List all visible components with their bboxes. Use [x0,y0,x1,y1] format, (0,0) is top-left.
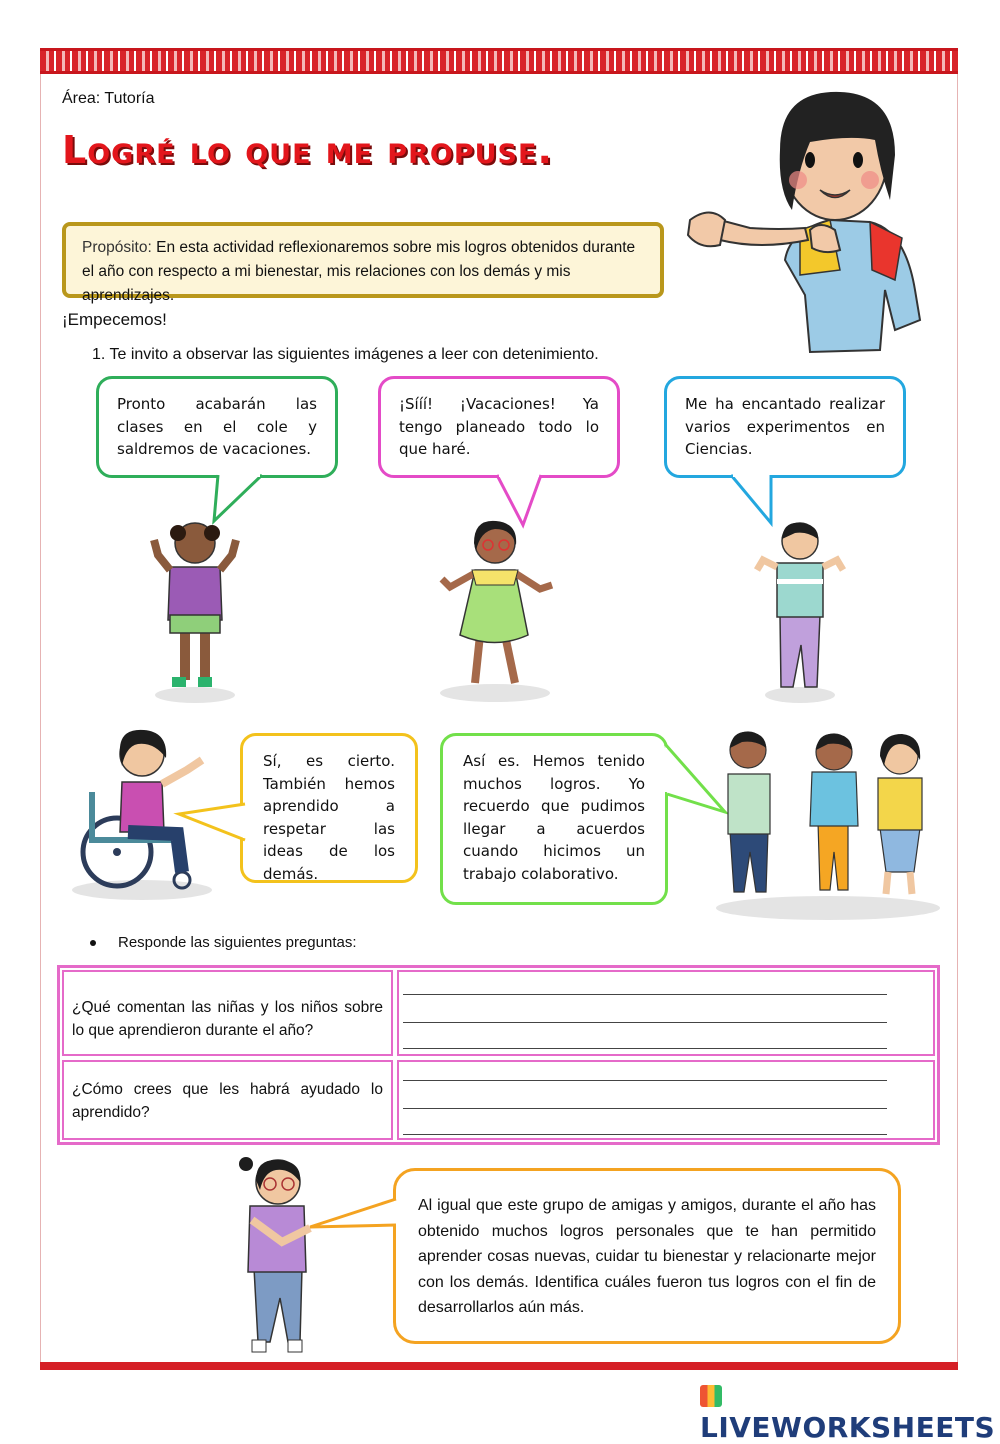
question-cell-2 [62,1060,393,1140]
speech-bubble-3-text: Me ha encantado realizar varios experimentos en Ciencias. [685,395,885,458]
speech-bubble-5-text: Así es. Hemos tenido muchos logros. Yo recuerdo que pudimos llegar a acuerdos cuando hicimos un trabajo colaborativo. [463,752,645,883]
purpose-box [62,222,664,304]
liveworksheets-icon [700,1385,722,1407]
answer-cell-2[interactable] [397,1060,935,1140]
speech-bubble-1-text: Pronto acabarán las clases en el cole y saldremos de vacaciones. [117,395,317,458]
question-1-text: ¿Qué comentan las niñas y los niños sobre lo que aprendieron durante el año? [72,999,383,1039]
answer-line[interactable] [403,1108,887,1109]
question-2-text: ¿Cómo crees que les habrá ayudado lo aprendido? [72,1081,383,1121]
speech-bubble-1 [96,376,338,478]
girl-illustration [680,80,930,360]
speech-bubble-2 [378,376,620,478]
speech-bubble-3 [664,376,906,478]
instruction-step-1: 1. Te invito a observar las siguientes imágenes a leer con detenimiento. [92,346,599,363]
bullet-icon [90,940,96,946]
watermark-text: LIVEWORKSHEETS [700,1411,996,1444]
decorative-bottom-border [40,1362,958,1370]
page-title: Logré lo que me propuse. [62,128,553,172]
child-illustration-2 [420,515,570,705]
answer-cell-1[interactable] [397,970,935,1056]
questions-instruction-text: Responde las siguientes preguntas: [118,934,357,951]
subject-area: Área: Tutoría [62,90,155,107]
speech-bubble-4-text: Sí, es cierto. También hemos aprendido a respetar las ideas de los demás. [263,752,395,883]
purpose-text: En esta actividad reflexionaremos sobre mis logros obtenidos durante el año con respecto a mi bienestar, mis relaciones con los demás y mis aprendizajes. [82,239,636,304]
group-children-illustration [708,722,948,922]
answer-line[interactable] [403,1134,887,1135]
closing-message-box [393,1168,901,1344]
questions-instruction [90,934,357,951]
speech-bubble-2-text: ¡Sííí! ¡Vacaciones! Ya tengo planeado todo lo que haré. [399,395,599,458]
answer-line[interactable] [403,1048,887,1049]
questions-table [57,965,940,1145]
start-heading: ¡Empecemos! [62,310,167,329]
answer-line[interactable] [403,994,887,995]
decorative-top-border [40,48,958,74]
speech-bubble-5 [440,733,668,905]
speech-bubble-4 [240,733,418,883]
watermark-logo [700,1378,1000,1444]
question-cell-1 [62,970,393,1056]
answer-line[interactable] [403,1080,887,1081]
bubble-tail [179,800,249,850]
child-illustration-3 [745,515,855,705]
answer-line[interactable] [403,1022,887,1023]
child-illustration-1 [140,515,250,705]
bubble-tail [310,1197,400,1237]
purpose-label: Propósito: [82,239,152,256]
closing-message-text: Al igual que este grupo de amigas y amigos, durante el año has obtenido muchos logros personales que te han permitido aprender cosas nuevas, cuidar tu bienestar y relacionarte mejor con los demás. Identifica cuáles fueron tus logros con el fin de desarrollarlos aún más. [418,1197,876,1316]
girl-with-glasses-illustration [212,1150,342,1365]
